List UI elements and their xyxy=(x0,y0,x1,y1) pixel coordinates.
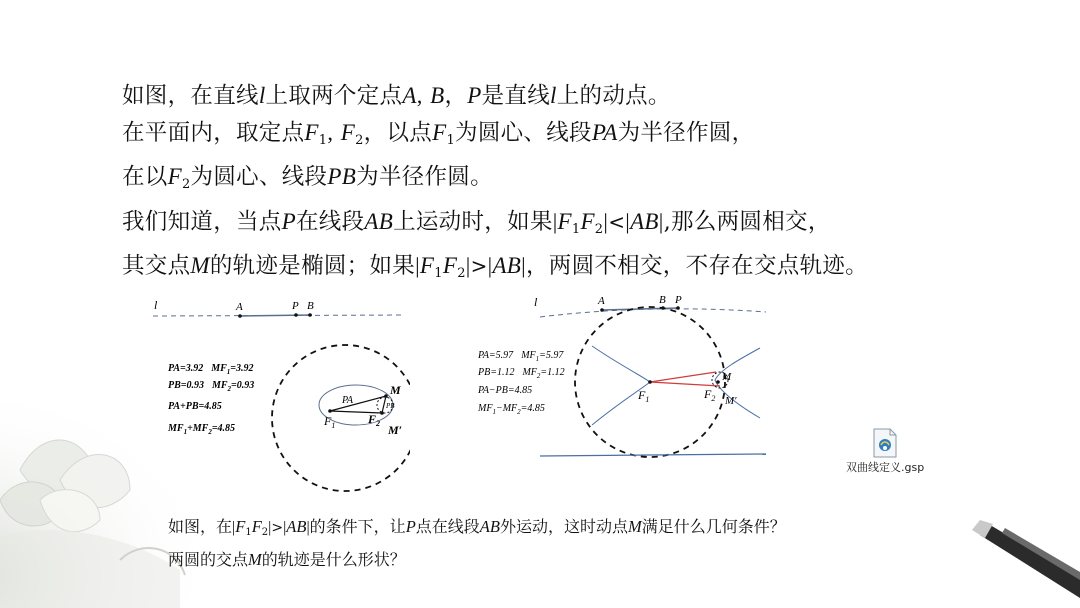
point-A-label: A xyxy=(236,301,243,313)
label-PB: PB xyxy=(386,402,395,410)
line-l xyxy=(540,309,766,317)
gsp-file-label[interactable]: 双曲线定义.gsp xyxy=(846,461,925,474)
point-F2-label: $F_2$ xyxy=(368,412,381,428)
segment-ab xyxy=(240,315,312,316)
svg-text:MF1−MF2=4.85: $MF_1-MF_2=4.85$ xyxy=(478,403,545,416)
line-label-l: l xyxy=(154,298,158,312)
point-A-label: A xyxy=(598,295,605,307)
paragraph-line-1: 如图，在直线l上取两个定点A, B，P是直线l上的动点。 xyxy=(122,83,671,109)
point-P-label: P xyxy=(675,294,682,306)
figure-hyperbola-case xyxy=(470,290,770,465)
figure-ellipse-case xyxy=(150,293,410,503)
measurement-stats xyxy=(477,350,565,416)
caption xyxy=(168,513,948,573)
label-PA: PA xyxy=(342,395,353,406)
circle-f1-radius-pa xyxy=(272,345,410,491)
svg-text:PB=0.93MF2=0.93: PB=0.93 $MF_2=0.93$ xyxy=(168,380,255,393)
hyperbola-left-branch xyxy=(592,346,650,425)
point-F1-label: $F_1$ xyxy=(638,388,650,404)
svg-text:PA=3.92MF1=3.92: PA=3.92 $MF_1=3.92$ xyxy=(168,363,254,376)
brush-pen-icon xyxy=(972,520,1080,598)
point-P-label: P xyxy=(292,300,299,312)
svg-text:PA+PB=4.85: PA+PB=4.85 xyxy=(168,401,222,412)
point-B-label: B xyxy=(659,294,666,306)
main-paragraph xyxy=(122,78,982,293)
point-F1-label: $F_1$ xyxy=(324,414,336,430)
measurement-stats xyxy=(167,363,254,436)
point-M-label: M xyxy=(722,371,732,383)
svg-text:PA−PB=4.85: PA−PB=4.85 xyxy=(478,385,533,396)
point-M-prime-label: M′ xyxy=(388,423,403,437)
paragraph-line-5: 其交点M的轨迹是椭圆；如果$|F_1F_2|>|AB|$，两圆不相交，不存在交点轨迹。 xyxy=(122,253,868,281)
paragraph-line-4: 我们知道，当点P在线段AB上运动时，如果$|F_1F_2|<|AB|$,那么两圆相交， xyxy=(122,208,831,237)
gsp-file-icon[interactable] xyxy=(873,428,897,458)
point-B-label: B xyxy=(307,300,314,312)
paragraph-line-3: 在以$F_2$为圆心、线段PB为半径作圆。 xyxy=(122,164,493,192)
point-M-label: M xyxy=(390,383,401,397)
caption-line-1: 如图，在$|F_1F_2|>|AB|$的条件下，让P点在线段AB外运动，这时动点M满足什么几何条件？ xyxy=(168,517,786,538)
line-label-l: l xyxy=(534,295,538,309)
point-F2-label: $F_2$ xyxy=(704,387,716,403)
svg-text:PA=5.97MF1=5.97: PA=5.97 $MF_1=5.97$ xyxy=(478,350,564,363)
caption-line-2: 两圆的交点M的轨迹是什么形状？ xyxy=(168,550,406,569)
paragraph-line-2: 在平面内，取定点$F_1$, $F_2$，以点$F_1$为圆心、线段PA为半径作圆， xyxy=(122,119,755,148)
hyperbola-right-branch xyxy=(715,348,760,418)
bottom-rule xyxy=(540,454,766,456)
point-M-prime-label: M′ xyxy=(725,395,737,407)
svg-text:PB=1.12MF2=1.12: PB=1.12 $MF_2=1.12$ xyxy=(478,367,565,380)
svg-text:MF1+MF2=4.85: $MF_1+MF_2=4.85$ xyxy=(168,423,236,436)
